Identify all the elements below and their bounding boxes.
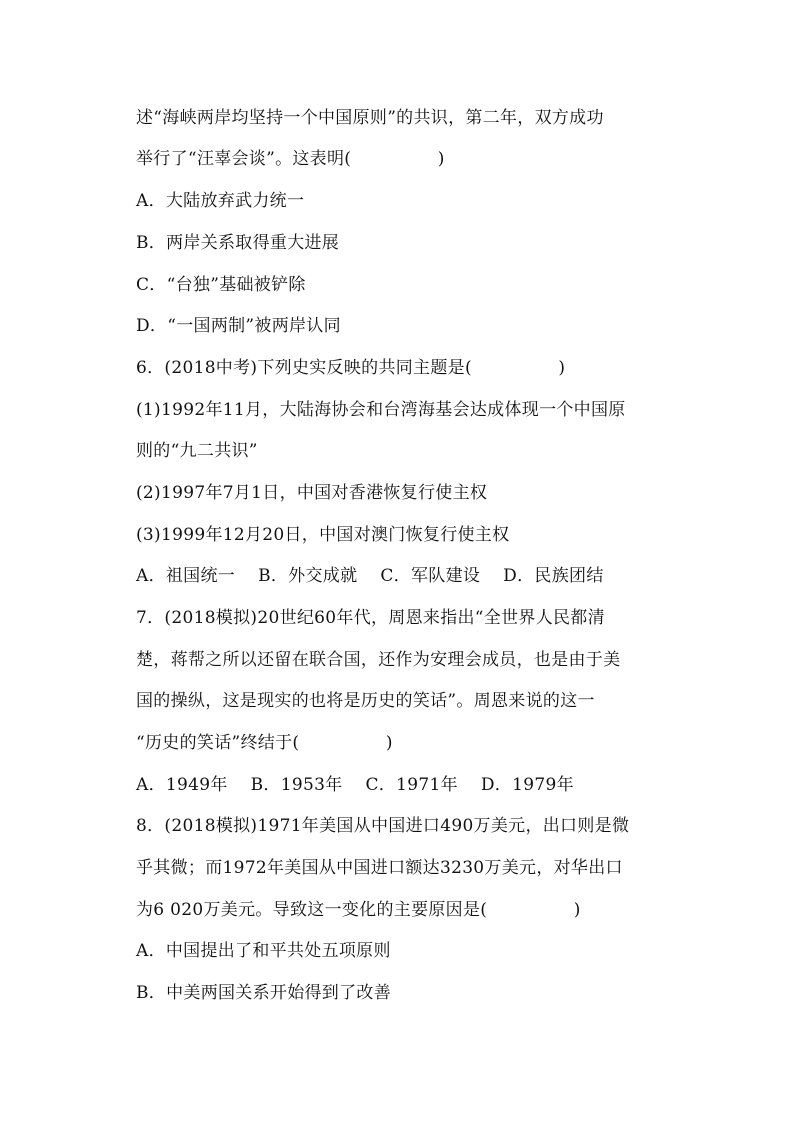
text-line: 乎其微；而1972年美国从中国进口额达3230万美元，对华出口 [136,858,623,878]
question-line: 6．(2018中考)下列史实反映的共同主题是( ) [136,358,566,378]
option-line: A．大陆放弃武力统一 [136,191,305,211]
text-line: 述“海峡两岸均坚持一个中国原则”的共识，第二年，双方成功 [136,108,604,128]
option-line: A．1949年 B．1953年 C．1971年 D．1979年 [136,775,574,795]
text-line: 楚，蒋帮之所以还留在联合国，还作为安理会成员，也是由于美 [136,650,621,670]
text-line: (1)1992年11月，大陆海协会和台湾海基会达成体现一个中国原 [136,400,626,420]
question-line: 7．(2018模拟)20世纪60年代，周恩来指出“全世界人民都清 [136,608,605,628]
text-line: (2)1997年7月1日，中国对香港恢复行使主权 [136,483,488,503]
option-line: C．“台独”基础被铲除 [136,275,306,295]
question-line: 8．(2018模拟)1971年美国从中国进口490万美元，出口则是微 [136,816,630,836]
text-line: 国的操纵，这是现实的也将是历史的笑话”。周恩来说的这一 [136,691,595,711]
option-line: A．祖国统一 B．外交成就 C．军队建设 D．民族团结 [136,566,604,586]
text-line: “历史的笑话”终结于( ) [136,733,393,753]
text-line: (3)1999年12月20日，中国对澳门恢复行使主权 [136,525,510,545]
option-line: D．“一国两制”被两岸认同 [136,316,341,336]
text-line: 则的“九二共识” [136,441,258,461]
option-line: B．两岸关系取得重大进展 [136,233,340,253]
text-line: 为6 020万美元。导致这一变化的主要原因是( ) [136,900,581,920]
option-line: B．中美两国关系开始得到了改善 [136,983,391,1003]
text-line: 举行了“汪辜会谈”。这表明( ) [136,149,445,169]
option-line: A．中国提出了和平共处五项原则 [136,941,391,961]
